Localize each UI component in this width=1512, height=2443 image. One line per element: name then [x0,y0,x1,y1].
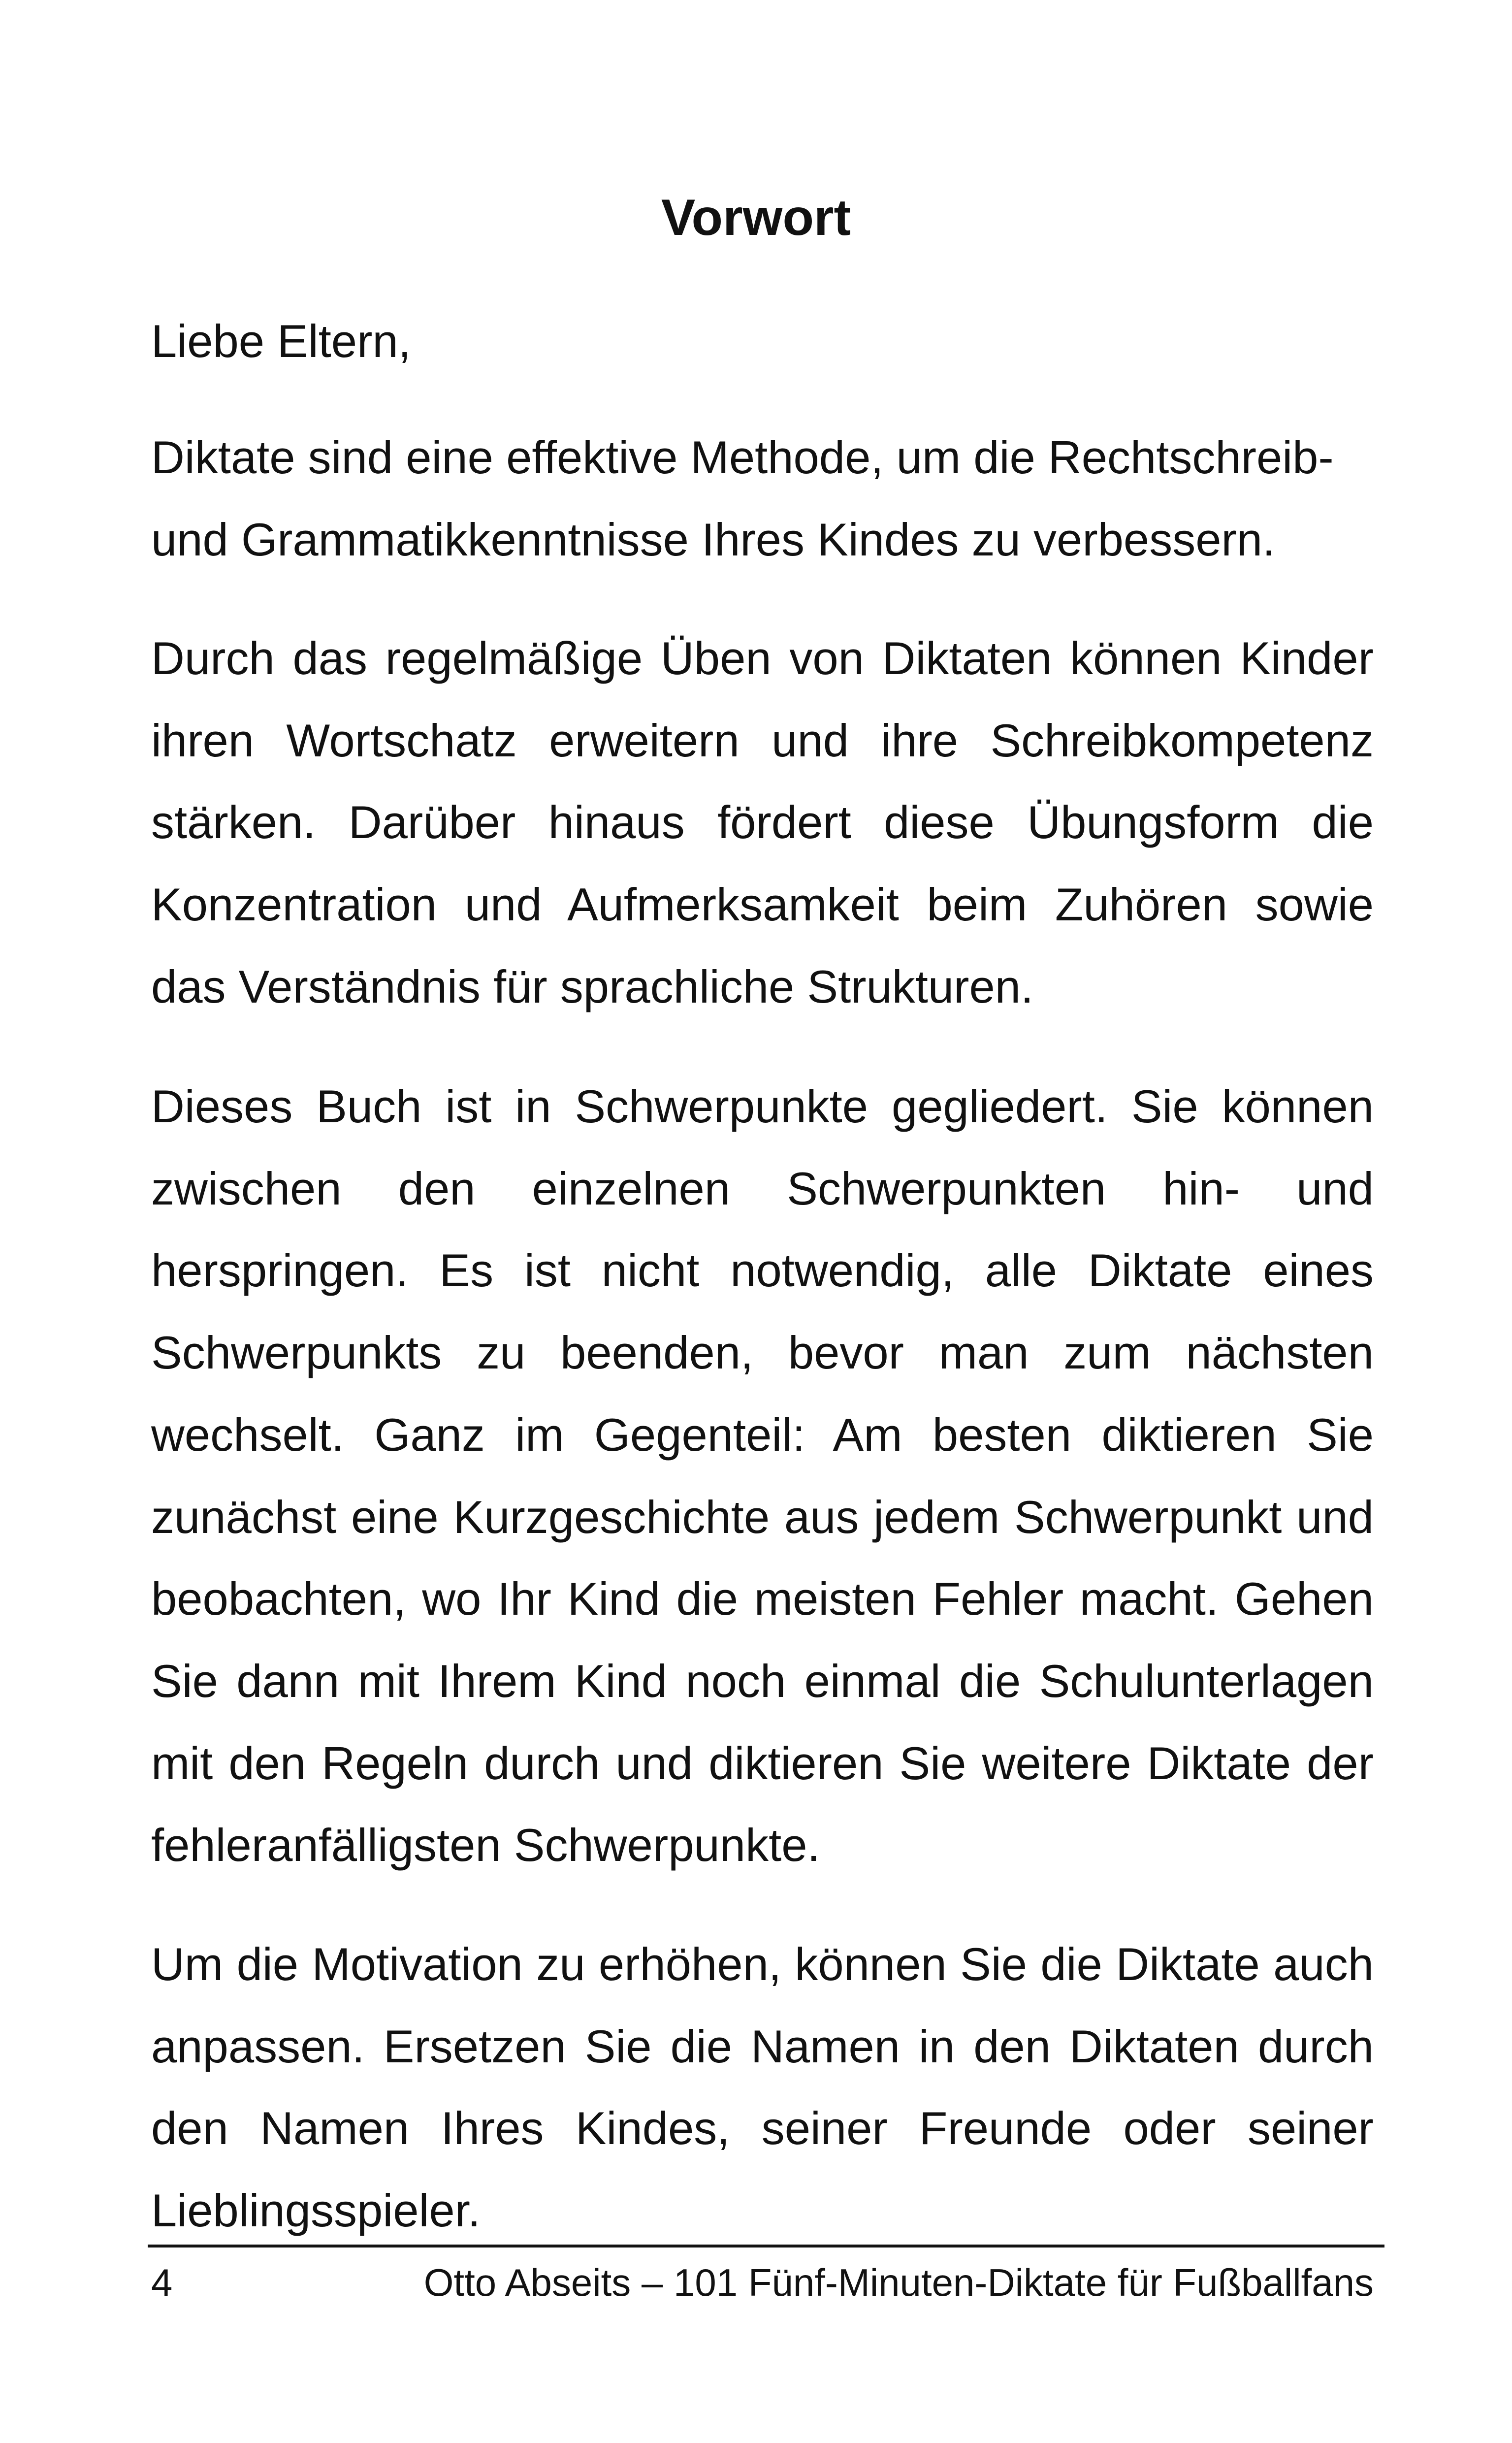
paragraph-2: Durch das regelmäßige Üben von Diktaten können Kinder ihren Wortschatz erweitern und ihre Schreibkompetenz stärken. Darüber hinaus fördert diese Übungsform die Konzentration und Aufmerksamkeit beim Zuhören sowie das Verständnis für sprachliche Strukturen. [151,632,1374,1012]
paragraph-4: Um die Motivation zu erhöhen, können Sie die Diktate auch anpassen. Ersetzen Sie die Namen in den Diktaten durch den Namen Ihres Kindes, seiner Freunde oder seiner Lieblingsspieler. [151,1938,1374,2237]
footer-divider [148,2245,1384,2248]
running-title: Otto Abseits – 101 Fünf-Minuten-Diktate für Fußballfans [423,2261,1374,2304]
paragraph-3: Dieses Buch ist in Schwerpunkte gegliedert. Sie können zwischen den einzelnen Schwerpunkten hin- und herspringen. Es ist nicht notwendig, alle Diktate eines Schwerpunkts zu beenden, bevor man zum nächsten wechselt. Ganz im Gegenteil: Am besten diktieren Sie zunächst eine Kurzgeschichte aus jedem Schwerpunkt und beobachten, wo Ihr Kind die meisten Fehler macht. Gehen Sie dann mit Ihrem Kind noch einmal die Schulunterlagen mit den Regeln durch und diktieren Sie weitere Diktate der fehleranfälligsten Schwerpunkte. [151,1080,1374,1871]
salutation: Liebe Eltern, [151,315,411,367]
page-title: Vorwort [661,189,851,246]
page-footer [151,2255,1374,2310]
page-number: 4 [151,2261,173,2304]
paragraph-1: Diktate sind eine effektive Methode, um die Rechtschreib- und Grammatikkenntnisse Ihres Kindes zu verbessern. [151,431,1334,565]
